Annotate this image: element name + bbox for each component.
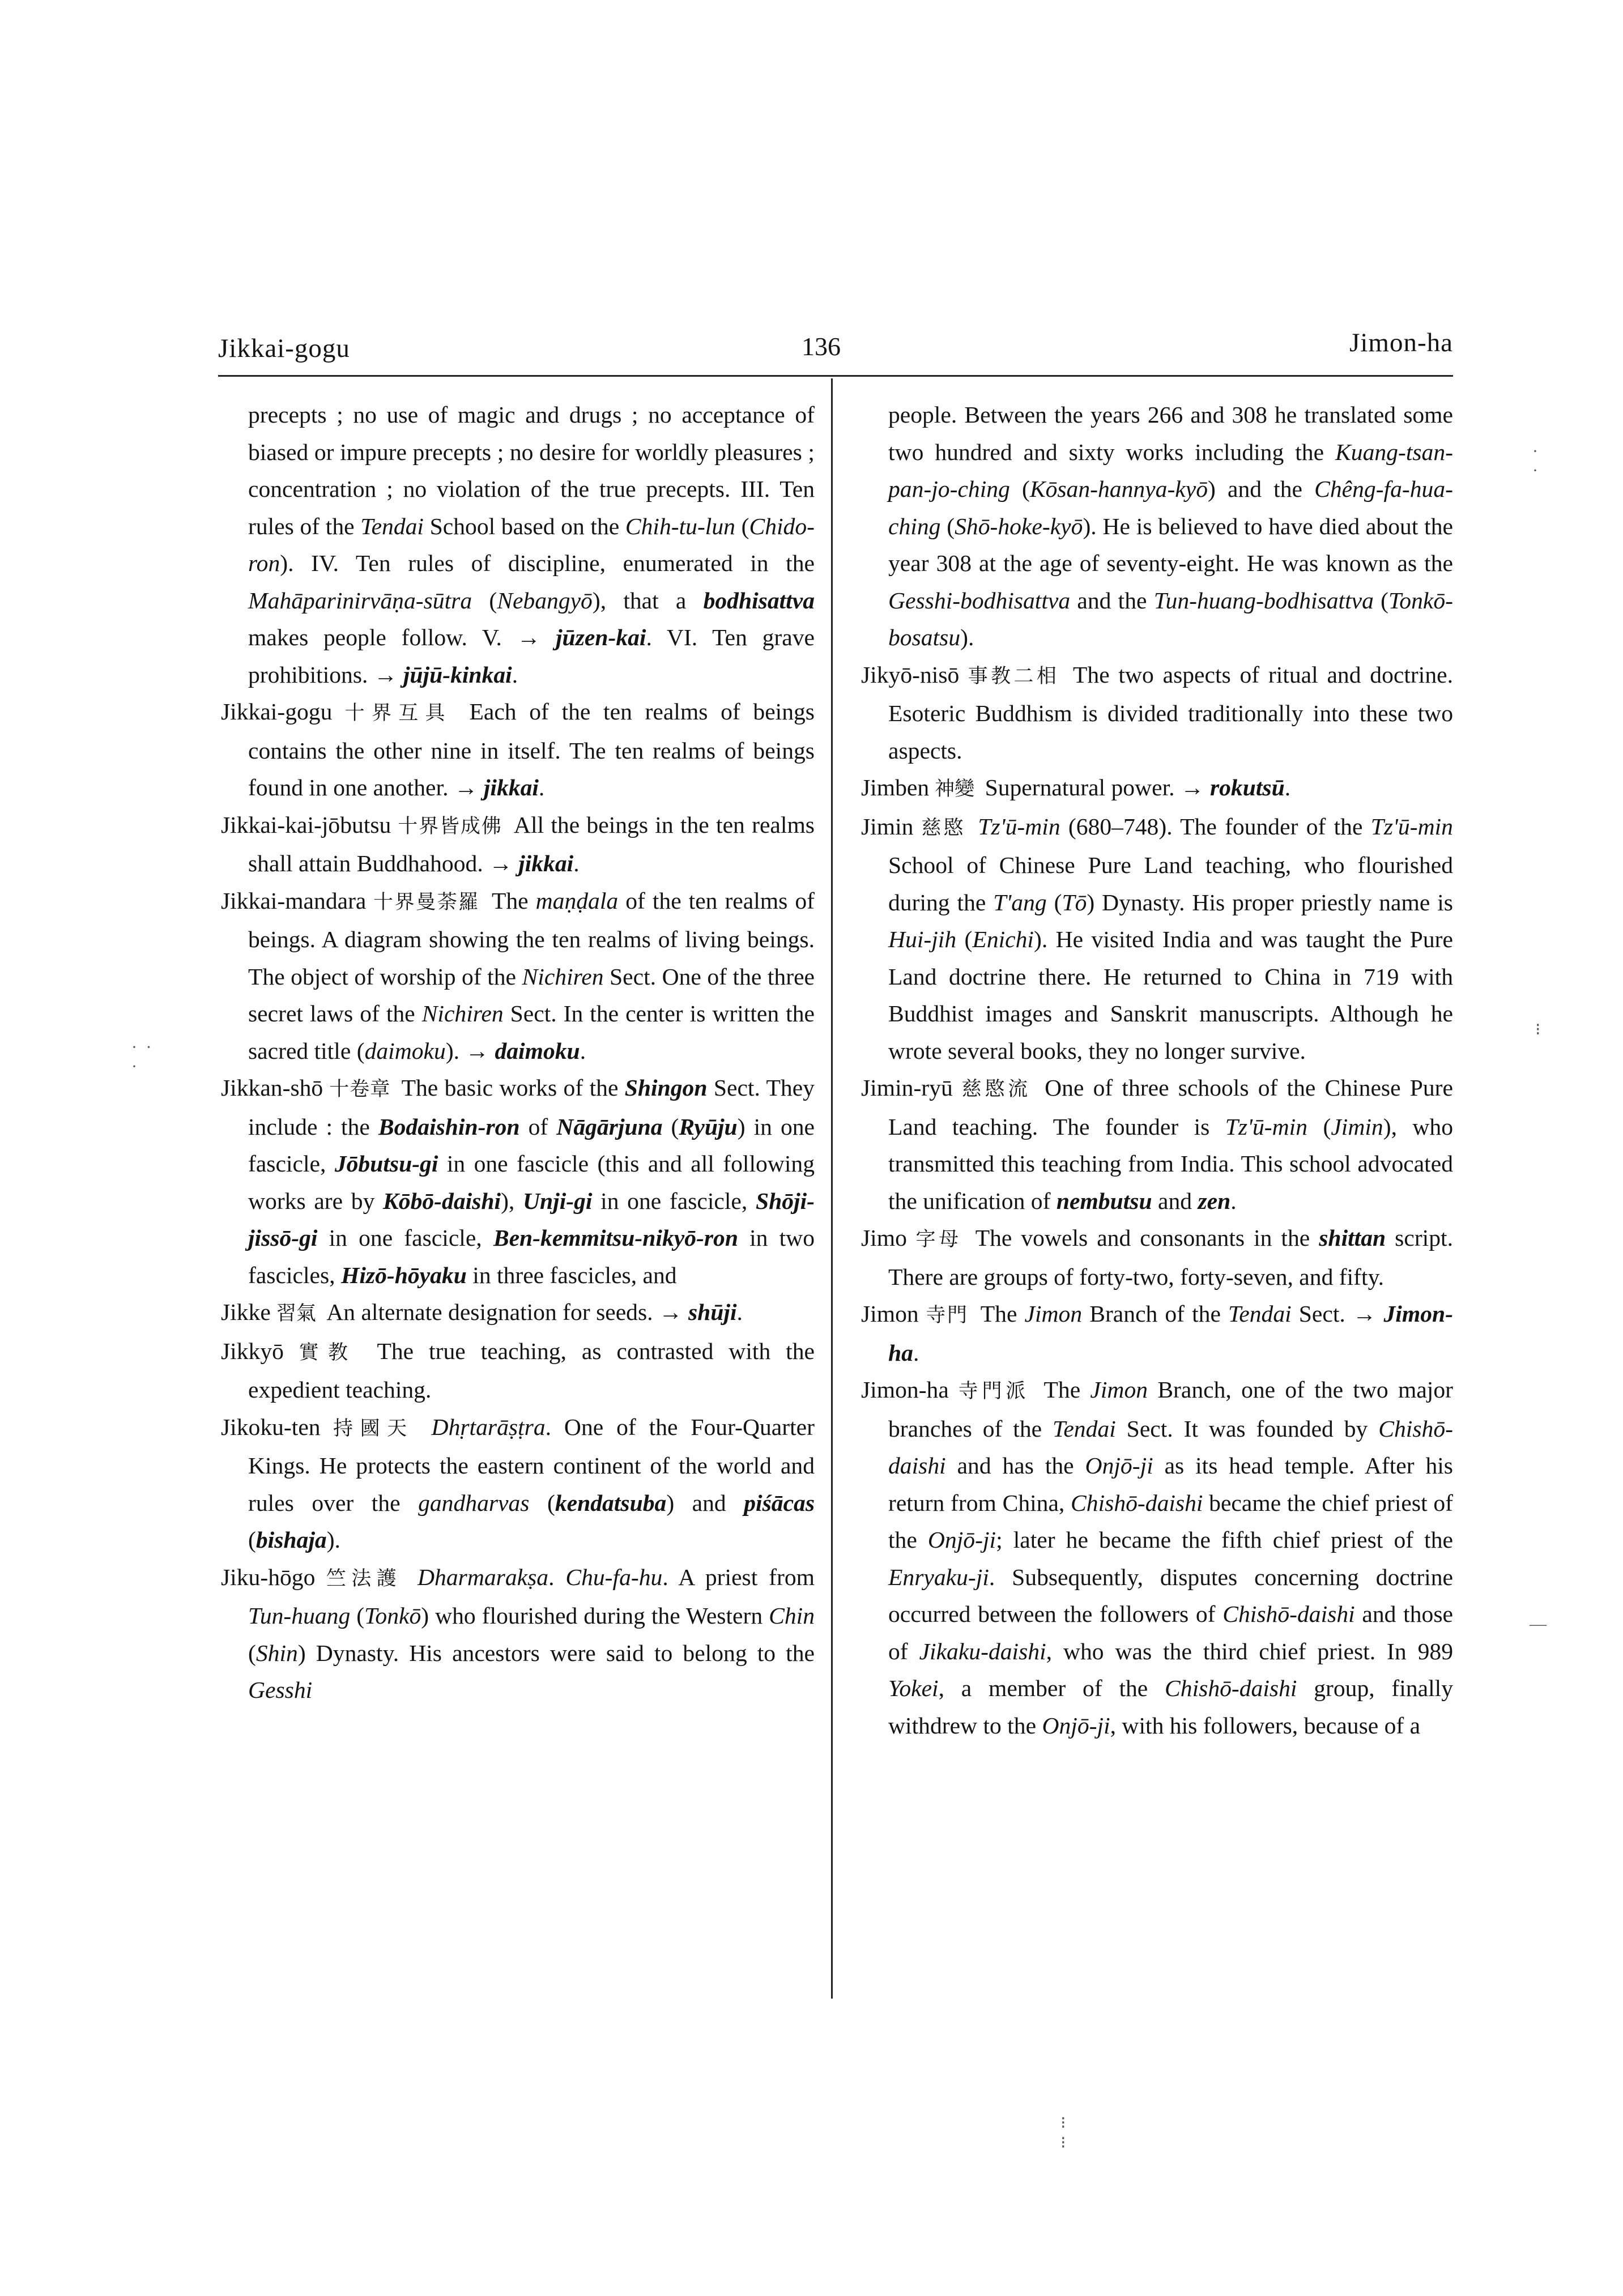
column-divider [831, 378, 833, 1999]
kanji: 事教二相 [965, 664, 1060, 688]
headword: Jikkai-kai-jōbutsu [221, 811, 391, 838]
scan-speck-mark: · · · [131, 1038, 154, 1076]
entry-jikkyo: Jikkyō 實教 The true teaching, as contrasted with the expedient teaching. [221, 1337, 815, 1403]
kanji: 寺門 [924, 1304, 969, 1327]
kanji: 慈愍流 [958, 1078, 1031, 1101]
entry-jimin: Jimin 慈愍 Tz'ū-min (680–748). The founder of the Tz'ū-min School of Chinese Pure Land teaching, who flourished during the T'ang (Tō) Dynasty. His proper priestly name is Hui-jih (Enichi). He visited India and was taught the Pure Land doctrine there. He returned to China in 719 with Buddhist images and Sanskrit manuscripts. Although he wrote several books, they no longer survive. [861, 813, 1453, 1064]
kanji: 實教 [289, 1341, 357, 1364]
kanji: 慈愍 [919, 816, 966, 840]
kanji: 竺法護 [321, 1567, 402, 1590]
headword: Jimin-ryū [861, 1075, 953, 1101]
kanji: 十卷章 [329, 1078, 391, 1101]
kanji: 持國天 [326, 1417, 414, 1440]
entry-jiku-hogo: Jiku-hōgo 竺法護 Dharmarakṣa. Chu-fa-hu. A priest from Tun-huang (Tonkō) who flourished during the Western Chin (Shin) Dynasty. His ancestors were said to belong to the Gesshi [221, 1564, 815, 1703]
scan-speck-mark: ⁝ [1535, 1020, 1543, 1039]
entry-continuation-jiku-hogo: people. Between the years 266 and 308 he translated some two hundred and sixty works including the Kuang-tsan-pan-jo-ching (Kōsan-hannya-kyō) and the Chêng-fa-hua-ching (Shō-hoke-kyō). He is believed to have died about the year 308 at the age of seventy-eight. He was known as the Gesshi-bodhisattva and the Tun-huang-bodhisattva (Tonkō-bosatsu). [888, 402, 1453, 650]
running-header [218, 317, 1453, 368]
entry-jimin-ryu: Jimin-ryū 慈愍流 One of three schools of the Chinese Pure Land teaching. The founder is Tz'ū-min (Jimin), who transmitted this teaching from India. This school advocated the unification of nembutsu and zen. [861, 1075, 1454, 1214]
entry-jikke: Jikke 習氣 An alternate designation for seeds. → shūji. [221, 1299, 743, 1325]
entry-jikyo-niso: Jikyō-nisō 事教二相 The two aspects of ritual and doctrine. Esoteric Buddhism is divided traditionally into these two aspects. [861, 661, 1453, 764]
right-guide-word: Jimon-ha [1349, 328, 1453, 357]
right-column [861, 397, 1453, 1744]
page-number: 136 [802, 332, 841, 361]
kanji: 十界互具 [338, 702, 452, 725]
left-guide-word: Jikkai-gogu [218, 334, 350, 363]
scan-speck-mark: — [1530, 1615, 1549, 1633]
scan-speck-mark: ⁝ ⁝ [1060, 2114, 1068, 2152]
headword: Jikoku-ten [221, 1413, 321, 1440]
headword: Jikyō-nisō [861, 661, 960, 688]
entry-jimo: Jimo 字母 The vowels and consonants in the shittan script. There are groups of forty-two, forty-seven, and fifty. [861, 1225, 1453, 1290]
headword: Jikke [221, 1299, 271, 1325]
entry-jikkai-kai-jobutsu: Jikkai-kai-jōbutsu 十界皆成佛 All the beings in the ten realms shall attain Buddhahood. → jikkai. [221, 811, 815, 876]
entry-jikkan-sho: Jikkan-shō 十卷章 The basic works of the Shingon Sect. They include : the Bodaishin-ron of Nāgārjuna (Ryūju) in one fascicle, Jōbutsu-gi in one fascicle (this and all following works are by Kōbō-daishi), Unji-gi in one fascicle, Shōji-jissō-gi in one fascicle, Ben-kemmitsu-nikyō-ron in two fascicles, Hizō-hōyaku in three fascicles, and [221, 1075, 815, 1288]
entry-jimben: Jimben 神變 Supernatural power. → rokutsū. [861, 774, 1291, 800]
entry-jimon-ha: Jimon-ha 寺門派 The Jimon Branch, one of the two major branches of the Tendai Sect. It was founded by Chishō-daishi and has the Onjō-ji as its head temple. After his return from China, Chishō-daishi became the chief priest of the Onjō-ji; later he became the fifth chief priest of the Enryaku-ji. Subsequently, disputes concerning doctrine occurred between the followers of Chishō-daishi and those of Jikaku-daishi, who was the third chief priest. In 989 Yokei, a member of the Chishō-daishi group, finally withdrew to the Onjō-ji, with his followers, because of a [861, 1377, 1453, 1739]
headword: Jimon-ha [861, 1377, 949, 1403]
entry-jikkai-gogu: Jikkai-gogu 十界互具 Each of the ten realms of beings contains the other nine in itself. The ten realms of beings found in one another. → jikkai. [221, 698, 815, 800]
entry-jimon: Jimon 寺門 The Jimon Branch of the Tendai Sect. → Jimon-ha. [861, 1301, 1453, 1366]
headword: Jimo [861, 1225, 907, 1251]
entry-jikoku-ten: Jikoku-ten 持國天 Dhṛtarāṣṭra. One of the Four-Quarter Kings. He protects the eastern continent of the world and rules over the gandharvas (kendatsuba) and piśācas (bishaja). [221, 1413, 815, 1553]
kanji: 十界曼荼羅 [372, 891, 480, 914]
headword: Jimben [861, 774, 930, 800]
headword: Jimon [861, 1301, 919, 1327]
scan-speck-mark: · · [1532, 442, 1540, 480]
kanji: 十界皆成佛 [397, 815, 502, 838]
kanji: 神變 [935, 778, 975, 800]
headword: Jikkan-shō [221, 1075, 323, 1101]
headword: Jikkyō [221, 1337, 284, 1364]
entry-continuation-ten-precepts: precepts ; no use of magic and drugs ; no acceptance of biased or impure precepts ; no desire for worldly pleasures ; concentration ; no violation of the true precepts. III. Ten rules of the Tendai School based on the Chih-tu-lun (Chido-ron). IV. Ten rules of discipline, enumerated in the Mahāparinirvāṇa-sūtra (Nebangyō), that a bodhisattva makes people follow. V. → jūzen-kai. VI. Ten grave prohibitions. → jūjū-kinkai. [248, 402, 815, 688]
headword: Jikkai-gogu [221, 698, 333, 725]
headword: Jimin [861, 813, 914, 840]
entry-jikkai-mandara: Jikkai-mandara 十界曼荼羅 The maṇḍala of the ten realms of beings. A diagram showing the ten realms of living beings. The object of worship of the Nichiren Sect. One of the three secret laws of the Nichiren Sect. In the center is written the sacred title (daimoku). → daimoku. [221, 887, 815, 1064]
left-column [221, 397, 815, 1709]
kanji: 寺門派 [954, 1380, 1030, 1403]
headword: Jiku-hōgo [221, 1564, 316, 1590]
headword: Jikkai-mandara [221, 887, 367, 914]
kanji: 習氣 [276, 1302, 316, 1325]
header-rule [218, 375, 1453, 377]
kanji: 字母 [912, 1228, 962, 1251]
